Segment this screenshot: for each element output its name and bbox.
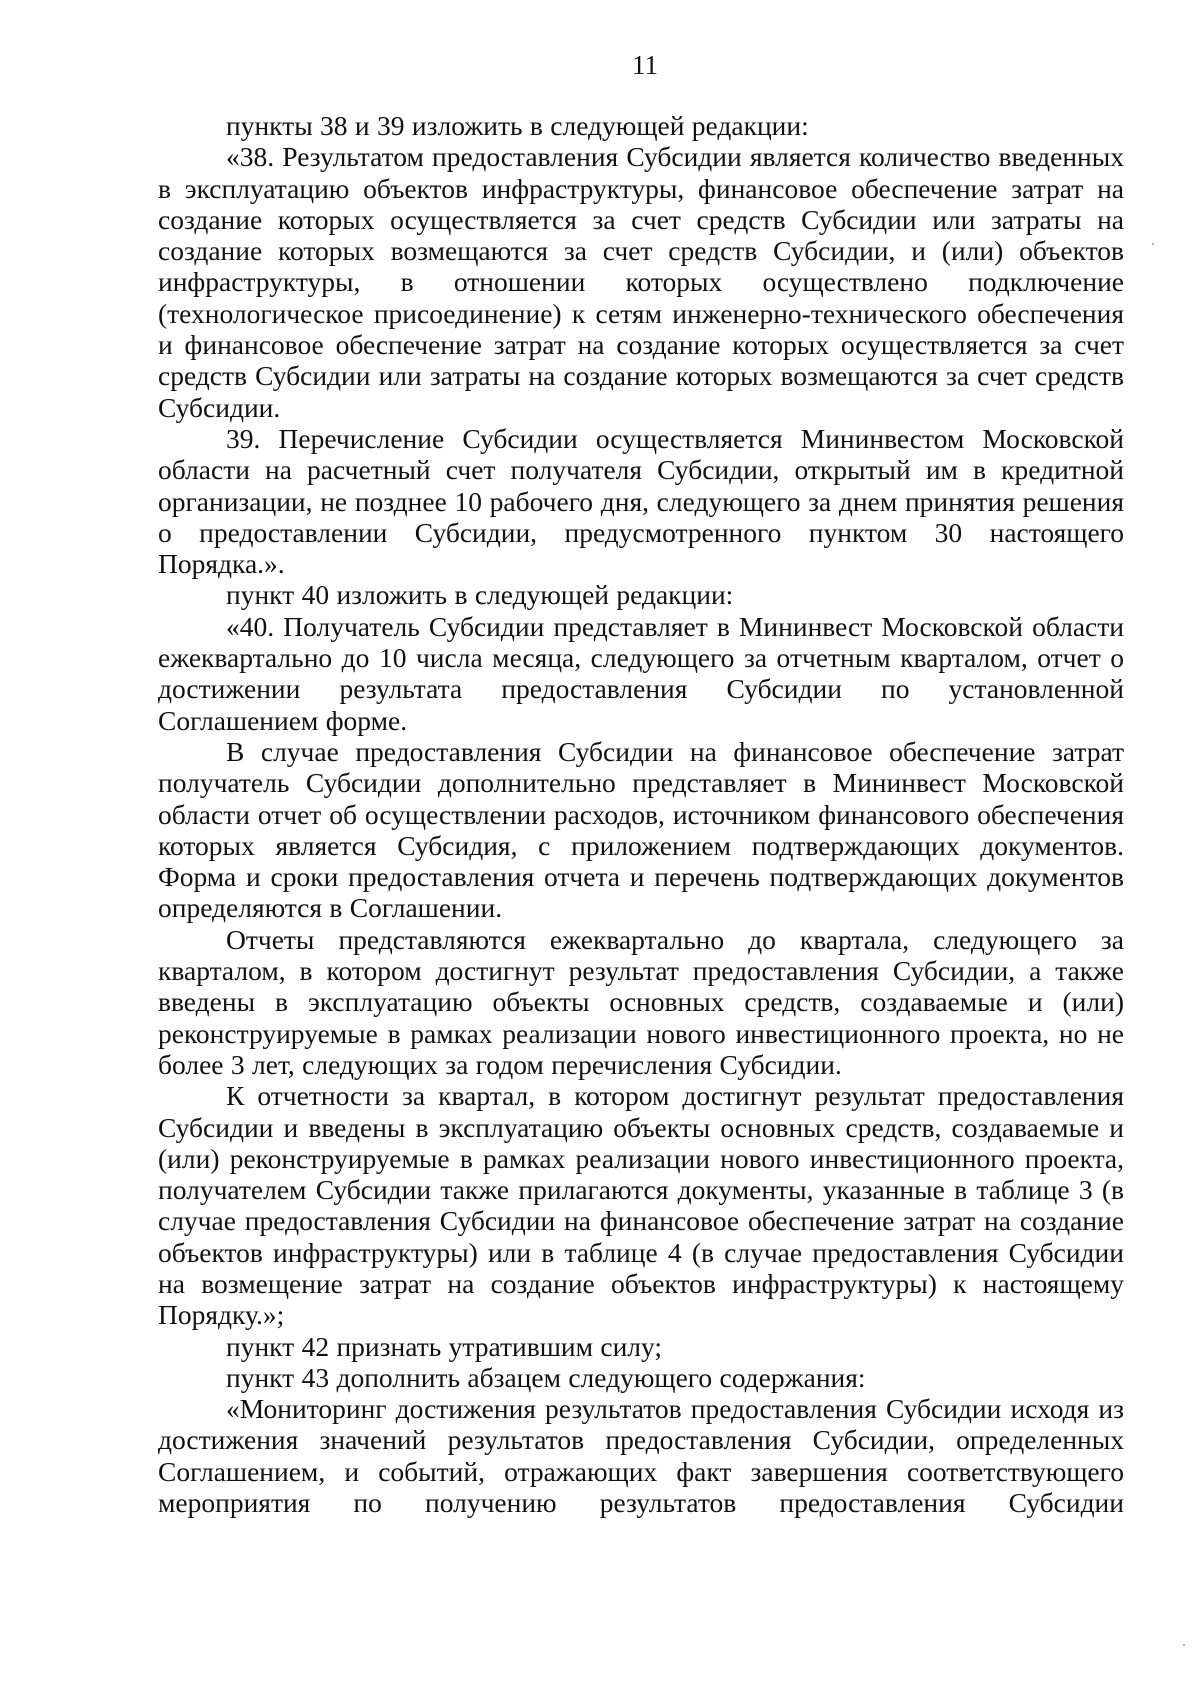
scan-speck — [1152, 243, 1154, 245]
paragraph-amend-points-38-39: пункты 38 и 39 изложить в следующей редакции: — [226, 110, 809, 141]
paragraph-report-schedule: Отчеты представляются ежеквартально до квартала, следующего за кварталом, в котором достигнут результат предоставления Субсидии, а также введены в эксплуатацию объекты основных средств, создаваемые и (или) реконструируемые в рамках реализации нового инвестиционного проекта, но не более 3 лет, следующих за годом перечисления Субсидии. — [158, 923, 1124, 1080]
paragraph-amend-point-40: пункт 40 изложить в следующей редакции: — [226, 579, 734, 611]
document-body — [158, 110, 1124, 1518]
paragraph-point-38: «38. Результатом предоставления Субсидии является количество введенных в эксплуатацию объектов инфраструктуры, финансовое обеспечение затрат на создание которых осуществляется за счет средств Субсидии или затраты на создание которых возмещаются за счет средств Субсидии, и (или) объектов инфраструктуры, в отношении которых осуществлено подключение (технологическое присоединение) к сетям инженерно-технического обеспечения и финансовое обеспечение затрат на создание которых осуществляется за счет средств Субсидии или затраты на создание которых возмещаются за счет средств Субсидии. — [158, 141, 1124, 423]
paragraph-point-39: 39. Перечисление Субсидии осуществляется Мининвестом Московской области на расчетный счет получателя Субсидии, открытый им в кредитной организации, не позднее 10 рабочего дня, следующего за днем принятия решения о предоставлении Субсидии, предусмотренного пунктом 30 настоящего Порядка.». — [158, 422, 1124, 580]
paragraph-point-42-void: пункт 42 признать утратившим силу; — [226, 1330, 663, 1362]
paragraph-monitoring: «Мониторинг достижения результатов предоставления Субсидии исходя из достижения значений результатов предоставления Субсидии, определенных Соглашением, и событий, отражающих факт завершения соответствующего мероприятия по получению результатов предоставления Субсидии — [158, 1393, 1124, 1519]
scan-speck — [1183, 1644, 1185, 1646]
paragraph-quarter-reporting: К отчетности за квартал, в котором достигнут результат предоставления Субсидии и введены в эксплуатацию объекты основных средств, создаваемые и (или) реконструируемые в рамках реализации нового инвестиционного проекта, получателем Субсидии также прилагаются документы, указанные в таблице 3 (в случае предоставления Субсидии на финансовое обеспечение затрат на создание объектов инфраструктуры) или в таблице 4 (в случае предоставления Субсидии на возмещение затрат на создание объектов инфраструктуры) к настоящему Порядку.»; — [158, 1080, 1124, 1331]
paragraph-expense-report: В случае предоставления Субсидии на финансовое обеспечение затрат получатель Субсидии дополнительно представляет в Мининвест Московской области отчет об осуществлении расходов, источником финансового обеспечения которых является Субсидия, с приложением подтверждающих документов. Форма и сроки предоставления отчета и перечень подтверждающих документов определяются в Соглашении. — [158, 735, 1124, 924]
page-number: 11 — [632, 50, 658, 80]
paragraph-point-40: «40. Получатель Субсидии представляет в Мининвест Московской области ежеквартально до 10 числа месяца, следующего за отчетным кварталом, отчет о достижении результата предоставления Субсидии по установленной Соглашением форме. — [158, 610, 1124, 736]
paragraph-amend-point-43: пункт 43 дополнить абзацем следующего содержания: — [226, 1361, 866, 1393]
